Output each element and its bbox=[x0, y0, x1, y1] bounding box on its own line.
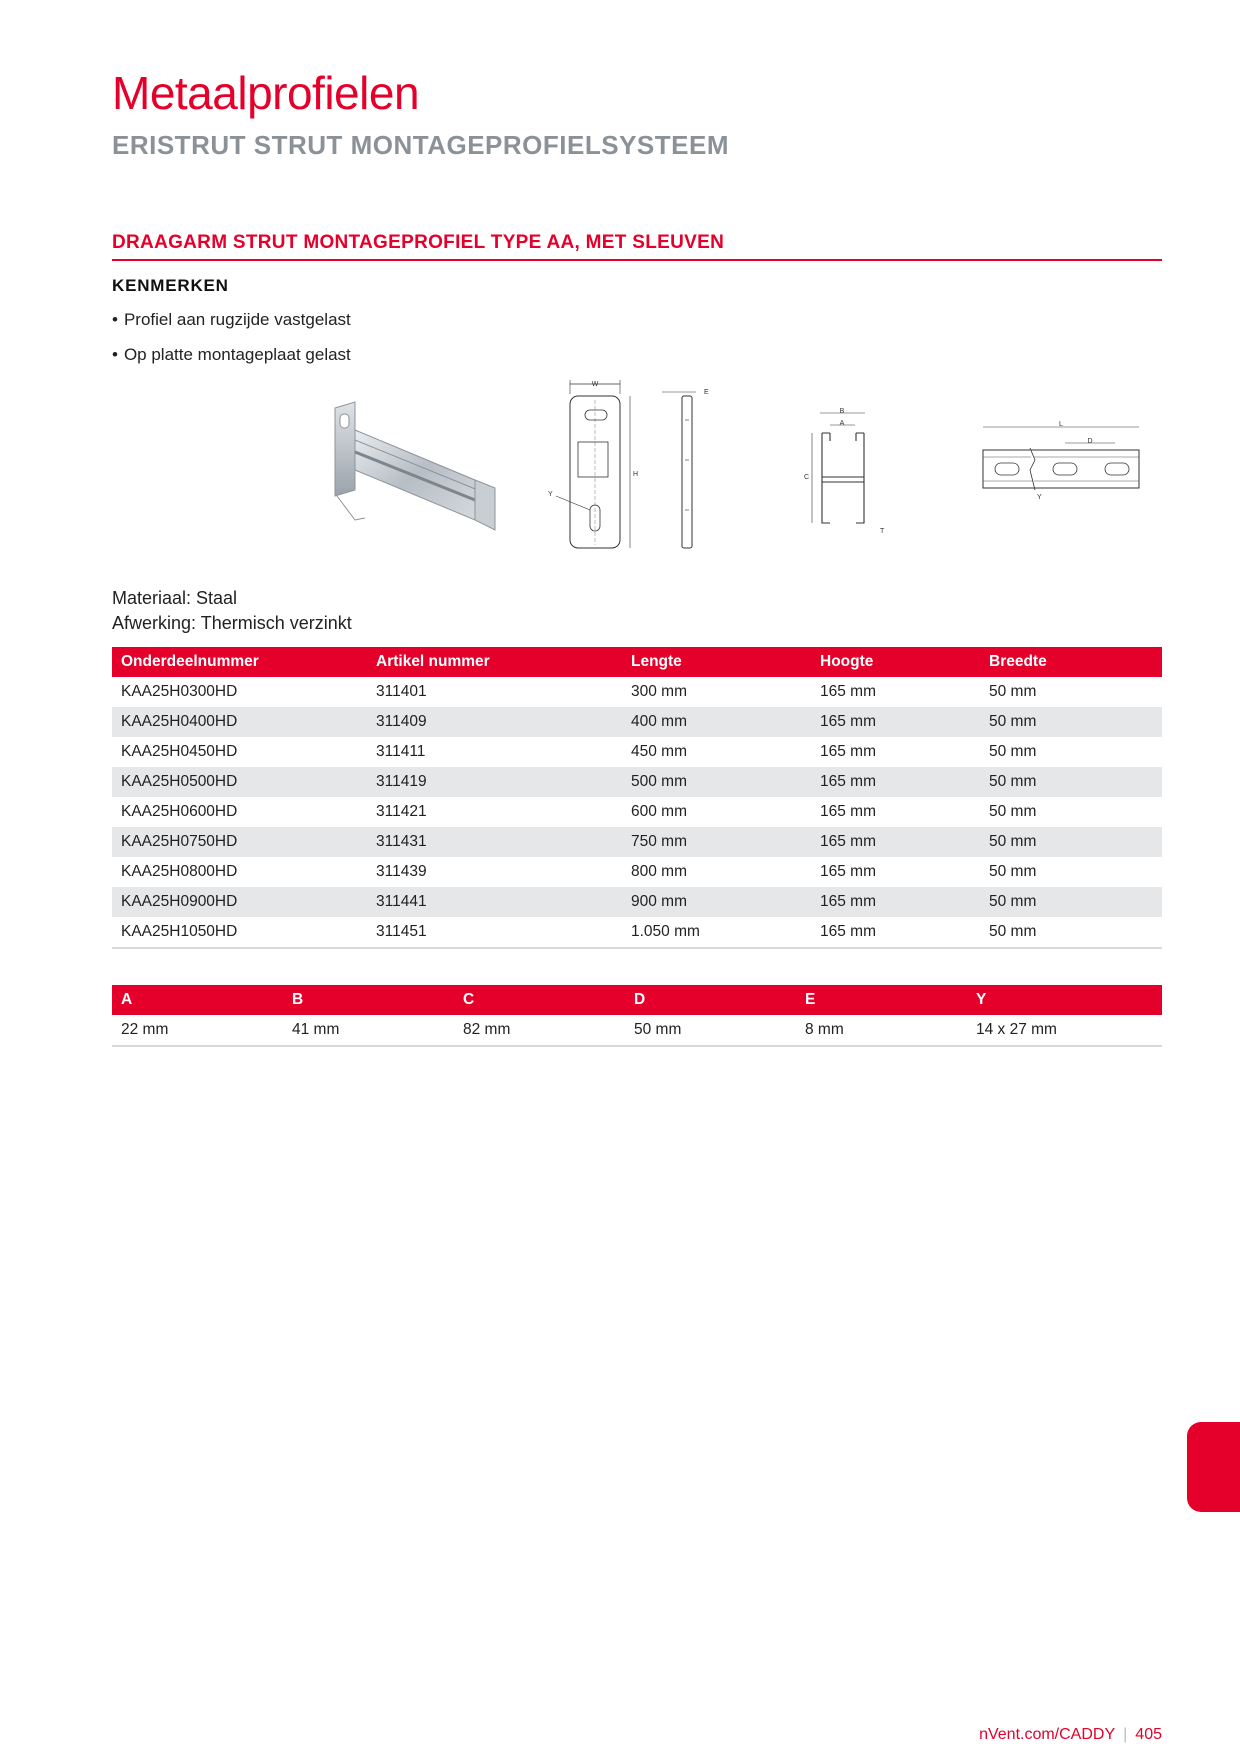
column-header: Lengte bbox=[622, 647, 811, 677]
page-subtitle: ERISTRUT STRUT MONTAGEPROFIELSYSTEEM bbox=[112, 130, 729, 160]
dim-label-c: C bbox=[804, 474, 810, 481]
section-tab bbox=[1187, 1422, 1240, 1512]
section-drawing bbox=[800, 405, 890, 540]
table-cell: 900 mm bbox=[622, 887, 811, 917]
table-cell: KAA25H0300HD bbox=[121, 683, 238, 700]
column-header: Artikel nummer bbox=[367, 647, 622, 677]
table-header-row bbox=[112, 985, 1162, 1015]
table-cell: 165 mm bbox=[820, 743, 876, 760]
table-row bbox=[112, 767, 1162, 797]
table-cell: KAA25H0450HD bbox=[121, 743, 238, 760]
slotted-channel-drawing bbox=[975, 415, 1150, 510]
table-row bbox=[112, 887, 1162, 917]
dim-label-a: A bbox=[839, 420, 845, 427]
feature-item bbox=[112, 345, 351, 365]
table-cell: KAA25H0500HD bbox=[112, 767, 367, 797]
table-cell: 50 mm bbox=[980, 917, 1162, 948]
table-cell: 311431 bbox=[367, 827, 622, 857]
bullet-icon: • bbox=[112, 310, 118, 329]
parts-table bbox=[112, 647, 1162, 949]
table-cell: 165 mm bbox=[811, 827, 980, 857]
column-header: C bbox=[454, 985, 625, 1015]
column-header: B bbox=[283, 985, 454, 1015]
table-header-row bbox=[112, 647, 1162, 677]
table-cell: KAA25H1050HD bbox=[112, 917, 367, 948]
table-cell: KAA25H0600HD bbox=[121, 803, 238, 820]
dim-label-h: H bbox=[633, 471, 639, 478]
table-cell: 311419 bbox=[367, 767, 622, 797]
section-heading: DRAAGARM STRUT MONTAGEPROFIEL TYPE AA, MET SLEUVEN bbox=[112, 232, 1162, 261]
table-cell: 311409 bbox=[367, 707, 622, 737]
table-cell: 82 mm bbox=[454, 1015, 625, 1046]
table-row bbox=[112, 677, 1162, 707]
table-cell: 22 mm bbox=[112, 1015, 283, 1046]
table-cell: 165 mm bbox=[811, 767, 980, 797]
table-cell: 50 mm bbox=[980, 827, 1162, 857]
feature-item bbox=[112, 310, 351, 330]
table-cell: KAA25H0400HD bbox=[112, 707, 367, 737]
table-cell: 300 mm bbox=[631, 683, 687, 700]
table-cell: 1.050 mm bbox=[622, 917, 811, 948]
column-header: A bbox=[112, 985, 283, 1015]
table-cell: 50 mm bbox=[980, 707, 1162, 737]
table-cell: 50 mm bbox=[625, 1015, 796, 1046]
page-number: 405 bbox=[1135, 1726, 1162, 1743]
table-row bbox=[112, 857, 1162, 887]
table-cell: 800 mm bbox=[631, 863, 687, 880]
bullet-icon: • bbox=[112, 345, 118, 364]
table-cell: 8 mm bbox=[796, 1015, 967, 1046]
column-header: D bbox=[625, 985, 796, 1015]
dim-label-b: B bbox=[839, 408, 845, 415]
table-cell: 311439 bbox=[376, 863, 427, 880]
table-cell: 165 mm bbox=[820, 803, 876, 820]
table-cell: 50 mm bbox=[980, 887, 1162, 917]
table-cell: 50 mm bbox=[980, 767, 1162, 797]
table-cell: 400 mm bbox=[622, 707, 811, 737]
table-row bbox=[112, 827, 1162, 857]
table-cell: 165 mm bbox=[820, 863, 876, 880]
dim-label-y2: Y bbox=[1037, 494, 1042, 501]
table-cell: 50 mm bbox=[989, 863, 1037, 880]
dim-label-y: Y bbox=[548, 491, 553, 498]
plate-front-drawing bbox=[540, 380, 650, 555]
table-cell: 41 mm bbox=[283, 1015, 454, 1046]
table-cell: KAA25H0900HD bbox=[112, 887, 367, 917]
column-header: Hoogte bbox=[811, 647, 980, 677]
table-cell: 50 mm bbox=[989, 683, 1037, 700]
material-text: Materiaal: Staal bbox=[112, 588, 238, 608]
dimensions-table bbox=[112, 985, 1162, 1047]
table-cell: KAA25H0800HD bbox=[121, 863, 238, 880]
table-cell: 14 x 27 mm bbox=[967, 1015, 1162, 1046]
plate-side-drawing bbox=[662, 380, 722, 555]
table-cell: 600 mm bbox=[631, 803, 687, 820]
table-cell: 311421 bbox=[376, 803, 427, 820]
table-cell: 165 mm bbox=[811, 887, 980, 917]
column-header: Y bbox=[967, 985, 1162, 1015]
footer-separator: | bbox=[1123, 1726, 1128, 1743]
table-row bbox=[112, 707, 1162, 737]
dim-label-t: T bbox=[880, 528, 885, 535]
dim-label-w: W bbox=[591, 381, 599, 388]
table-cell: 165 mm bbox=[820, 683, 876, 700]
dim-label-e: E bbox=[704, 389, 709, 396]
features-heading: KENMERKEN bbox=[112, 276, 229, 295]
table-cell: 750 mm bbox=[622, 827, 811, 857]
table-cell: 311441 bbox=[367, 887, 622, 917]
column-header: E bbox=[796, 985, 967, 1015]
table-cell: 165 mm bbox=[811, 707, 980, 737]
table-cell: 165 mm bbox=[811, 917, 980, 948]
table-cell: KAA25H0750HD bbox=[112, 827, 367, 857]
column-header: Breedte bbox=[980, 647, 1162, 677]
table-cell: 500 mm bbox=[622, 767, 811, 797]
table-cell: 50 mm bbox=[989, 803, 1037, 820]
table-cell: 311411 bbox=[376, 743, 426, 760]
table-row bbox=[112, 917, 1162, 948]
table-cell: 50 mm bbox=[989, 743, 1037, 760]
footer-link[interactable]: nVent.com/CADDY bbox=[979, 1726, 1116, 1743]
dim-label-l: L bbox=[1059, 421, 1063, 428]
table-row bbox=[112, 1015, 1162, 1046]
table-row bbox=[112, 737, 1162, 767]
feature-text: Profiel aan rugzijde vastgelast bbox=[123, 310, 351, 329]
table-cell: 450 mm bbox=[631, 743, 687, 760]
dim-label-d: D bbox=[1087, 438, 1093, 445]
feature-text: Op platte montageplaat gelast bbox=[123, 345, 351, 364]
table-row bbox=[112, 797, 1162, 827]
footer bbox=[979, 1726, 1162, 1744]
finish-text: Afwerking: Thermisch verzinkt bbox=[112, 613, 352, 633]
table-cell: 311451 bbox=[367, 917, 622, 948]
product-photo bbox=[325, 400, 505, 540]
column-header: Onderdeelnummer bbox=[112, 647, 367, 677]
page-title: Metaalprofielen bbox=[112, 67, 420, 119]
table-cell: 311401 bbox=[376, 683, 427, 700]
